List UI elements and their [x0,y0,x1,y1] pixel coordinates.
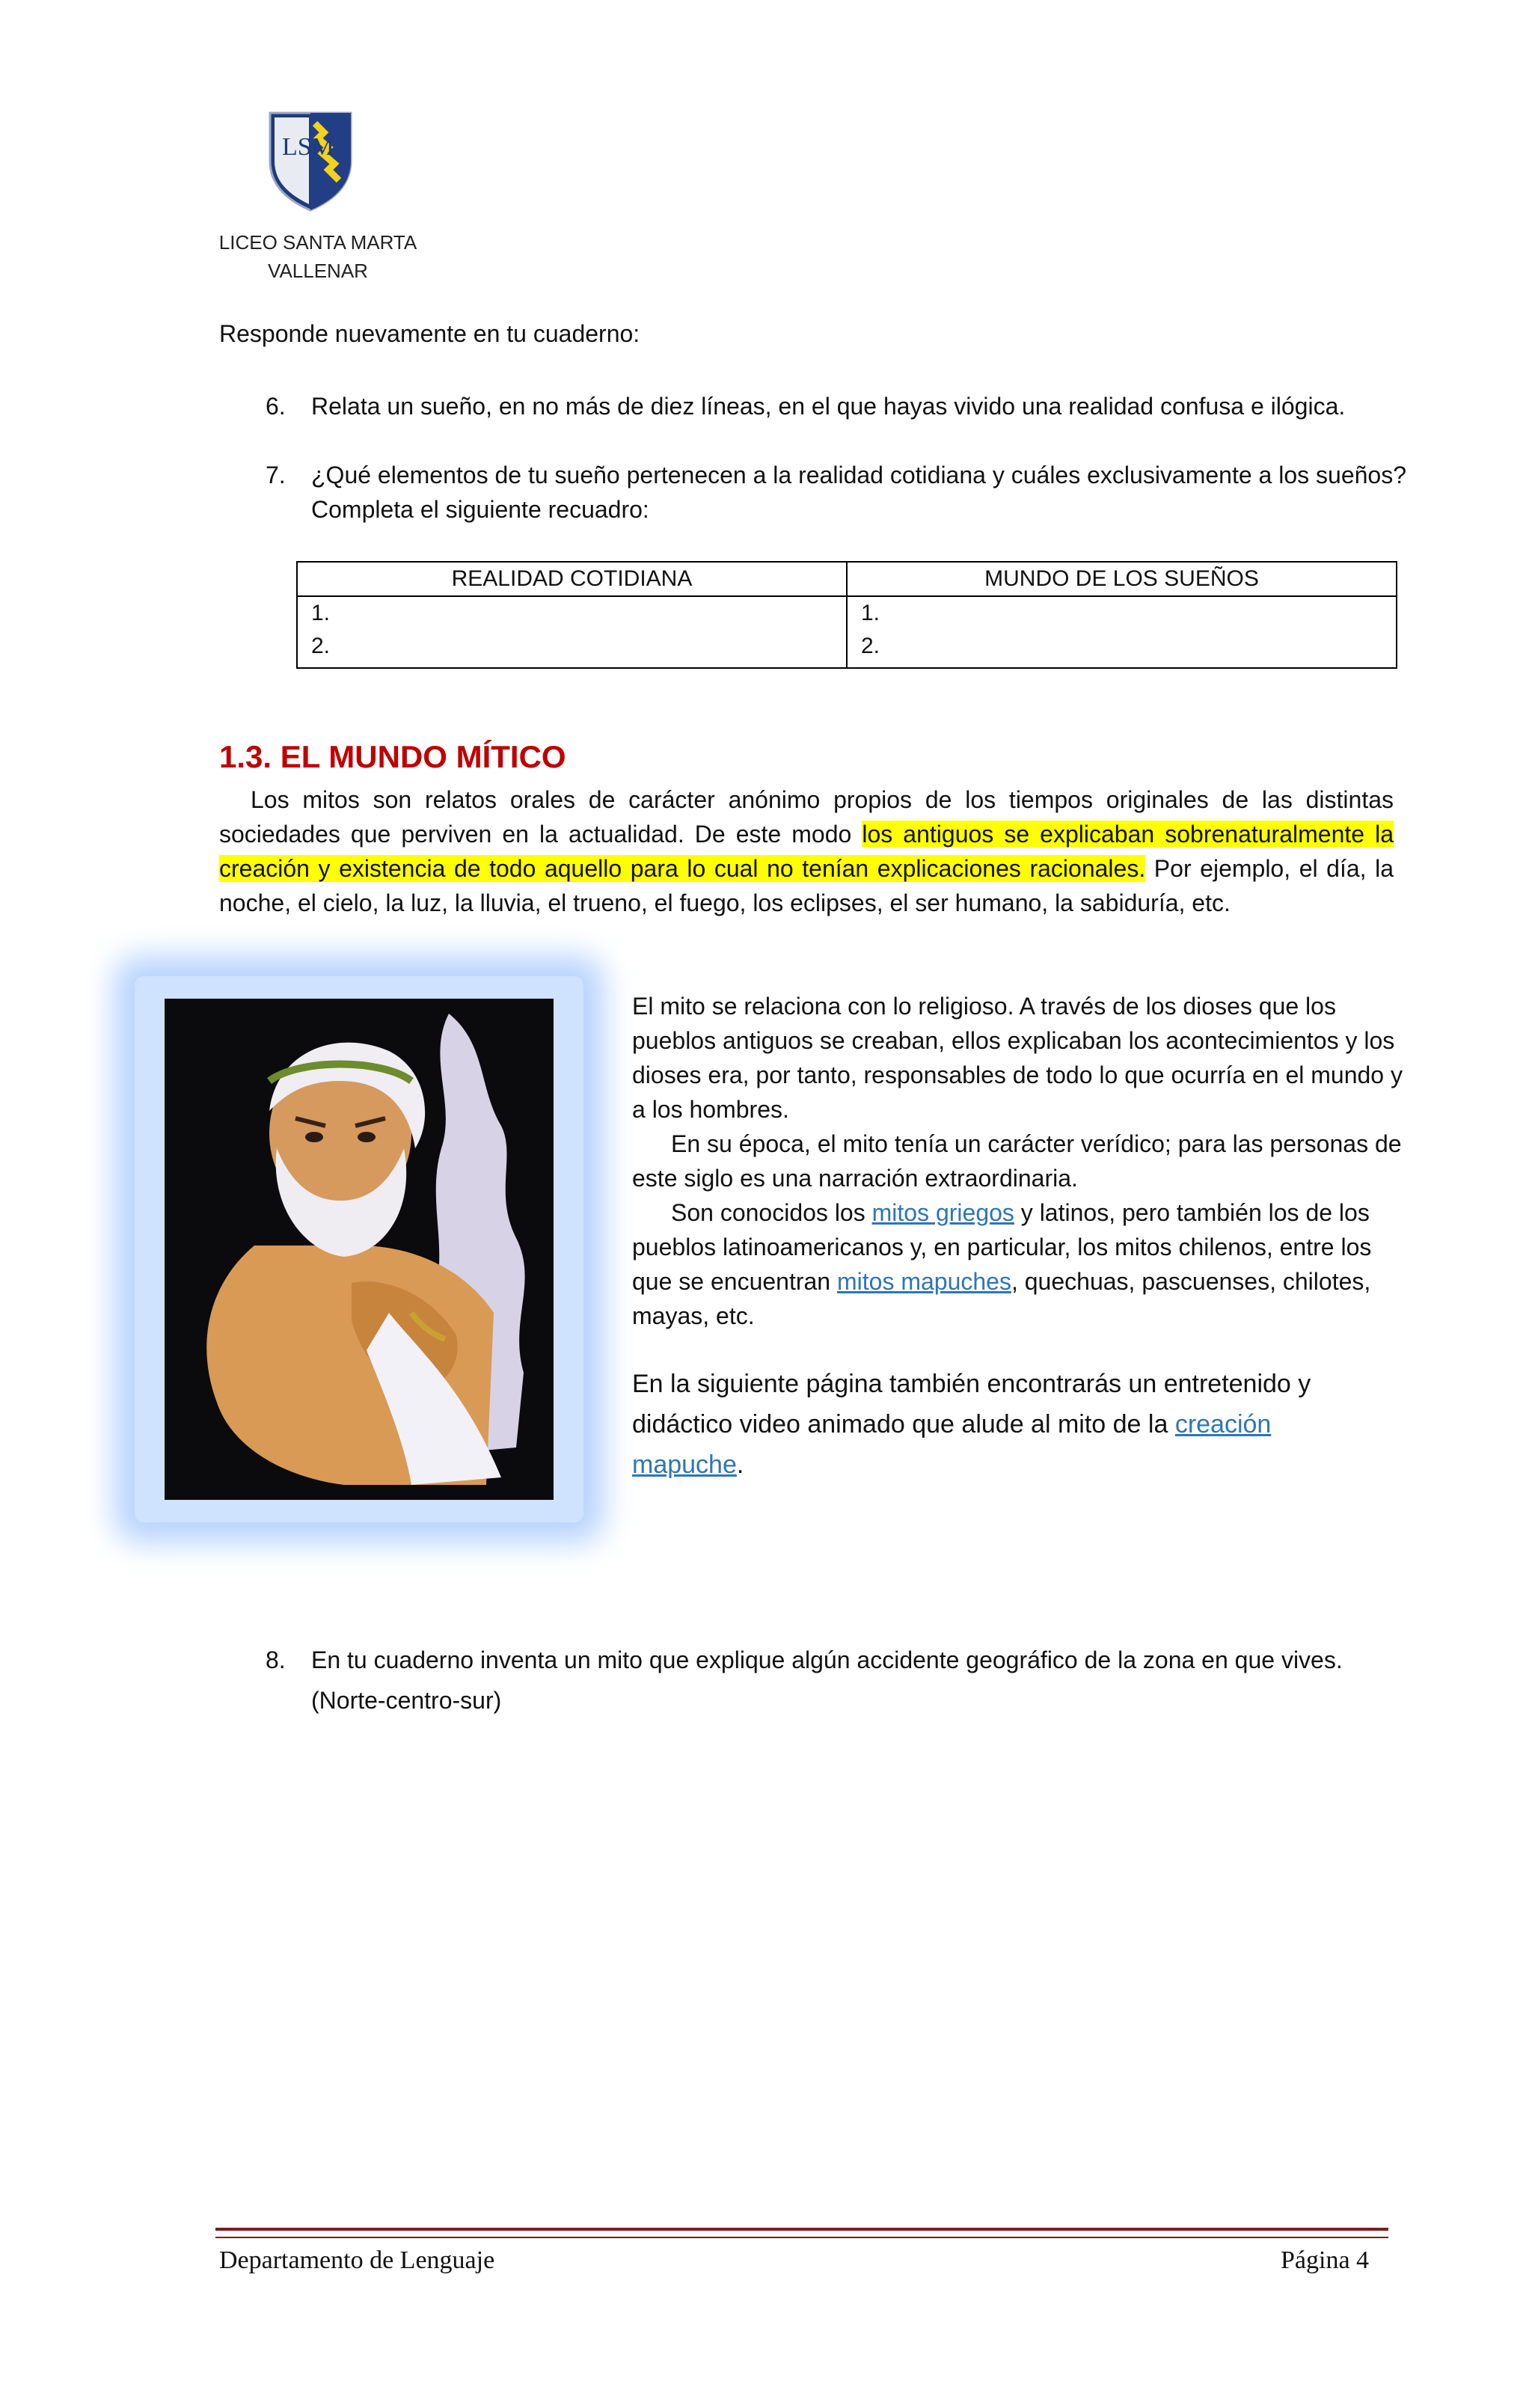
footer-divider [215,2228,1388,2238]
side-paragraph [632,1195,1410,1333]
zeus-figure-drawing [165,999,554,1500]
header-mundo-de-los-suenos: MUNDO DE LOS SUEÑOS [847,562,1397,596]
cell-line: 1. [861,601,880,625]
header-realidad-cotidiana: REALIDAD COTIDIANA [297,562,847,596]
side-text: , quechuas, pascuenses, chilotes, mayas, etc. [632,1268,1371,1329]
intro-text: Los mitos son relatos orales de carácter anónimo propios de los tiempos originales de las distintas sociedades que perviven en la actualidad. De este modo [219,786,1394,848]
note-end: . [736,1450,744,1479]
section-title: 1.3. EL MUNDO MÍTICO [219,739,566,774]
svg-text:LSM: LSM [282,133,334,161]
mitos-griegos-link[interactable]: mitos griegos [871,1199,1014,1226]
side-text: Son conocidos los [671,1199,872,1226]
question-text: En tu cuaderno inventa un mito que explique algún accidente geográfico de la zona en que vives. (Norte-centro-sur) [311,1646,1343,1714]
instructions-prompt: Responde nuevamente en tu cuaderno: [219,320,640,347]
footer-department: Departamento de Lenguaje [219,2246,495,2274]
cell-line: 1. [311,601,331,625]
note-text: En la siguiente página también encontrarás un entretenido y didáctico video animado que alude al mito de la [632,1370,1311,1439]
highlighted-text: los antiguos se explicaban sobrenaturalmente la creación y existencia de todo aquello para lo cual no tenían explicaciones racionales. [219,821,1394,882]
school-header [172,228,464,285]
reality-vs-dreams-table [296,561,1397,669]
question-text: ¿Qué elementos de tu sueño pertenecen a la realidad cotidiana y cuáles exclusivamente a los sueños? Completa el siguiente recuadro: [311,462,1407,523]
question-number: 7. [266,462,286,488]
zeus-illustration [135,976,583,1522]
school-name: LICEO SANTA MARTA [218,231,417,254]
mitos-mapuches-link[interactable]: mitos mapuches [836,1268,1011,1295]
table-header-row [297,562,1397,596]
cell-line: 2. [861,634,880,658]
table-cell[interactable] [847,596,1397,668]
footer-page-number: Página 4 [1281,2246,1370,2274]
cell-line: 2. [311,634,331,658]
side-paragraph: En su época, el mito tenía un carácter verídico; para las personas de este siglo es una narración extraordinaria. [632,1130,1402,1192]
question-number: 8. [266,1646,286,1673]
myth-description [632,989,1410,1333]
section-intro-paragraph [219,782,1394,920]
question-number: 6. [266,393,286,420]
creacion-mapuche-link[interactable]: creación mapuche [632,1410,1272,1479]
table-cell[interactable] [297,596,847,668]
table-row [297,596,1397,668]
intro-text-continued: Por ejemplo, el día, la noche, el cielo, la luz, la lluvia, el trueno, el fuego, los eclipses, el ser humano, la sabiduría, etc. [219,855,1394,916]
school-crest-logo [266,108,355,213]
side-paragraph: El mito se relaciona con lo religioso. A través de los dioses que los pueblos antiguos se creaban, ellos explicaban los acontecimientos y los dioses era, por tanto, responsables de todo lo que ocurría en el mundo y a los hombres. [632,993,1403,1123]
school-city: VALLENAR [268,260,368,282]
question-text: Relata un sueño, en no más de diez líneas, en el que hayas vivido una realidad confusa e ilógica. [311,393,1346,420]
video-note [632,1364,1380,1485]
side-text: y latinos, pero también los de los pueblos latinoamericanos y, en particular, los mitos chilenos, entre los que se encuentran [632,1199,1372,1295]
